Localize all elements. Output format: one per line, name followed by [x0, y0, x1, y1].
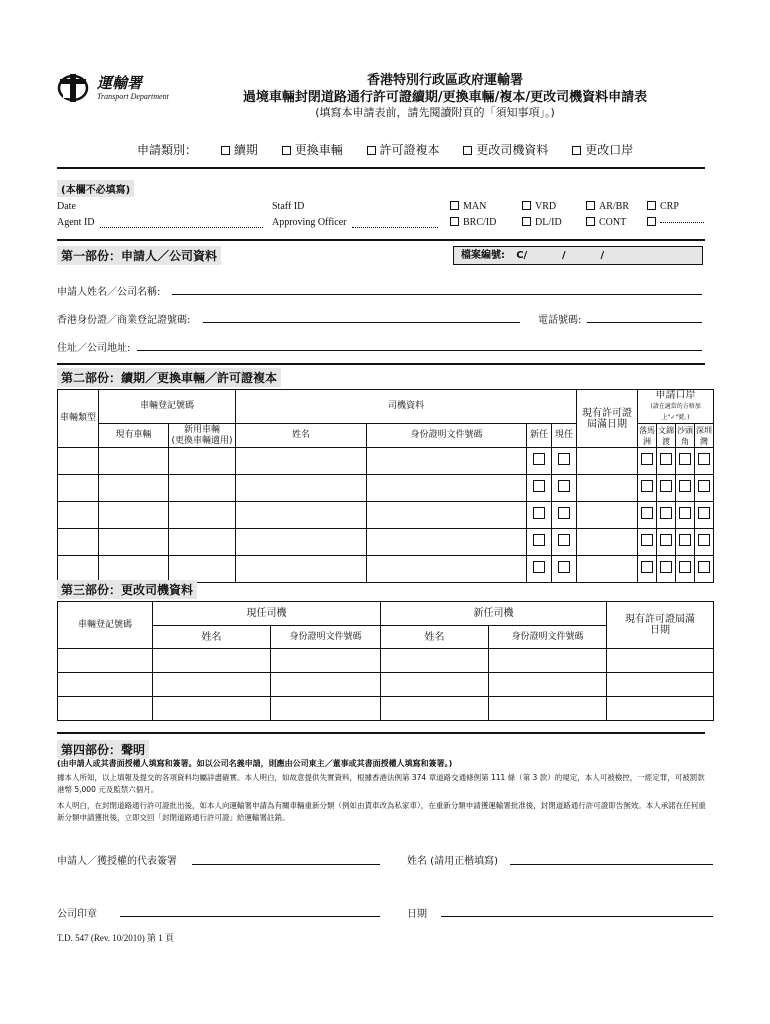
checkbox[interactable]	[679, 561, 691, 573]
checkbox-cell[interactable]	[552, 502, 577, 529]
form-title-main: 過境車輛封閉道路通行許可證續期/更換車輛/複本/更改司機資料申請表	[242, 90, 648, 105]
checkbox-cell[interactable]	[657, 556, 676, 583]
input-cell[interactable]	[58, 649, 153, 673]
input-cell[interactable]	[607, 673, 714, 697]
divider	[57, 167, 705, 169]
office-approving-officer-label: Approving Officer	[272, 217, 347, 228]
input-cell[interactable]	[607, 649, 714, 673]
checkbox[interactable]	[641, 507, 653, 519]
port-lok-ma-chau: 落馬洲	[639, 425, 656, 446]
man-checkbox[interactable]	[450, 201, 459, 210]
checkbox[interactable]	[641, 561, 653, 573]
input-cell[interactable]	[577, 556, 638, 583]
input-cell[interactable]	[367, 475, 527, 502]
input-cell[interactable]	[271, 673, 381, 697]
code-vrd[interactable]: VRD	[522, 199, 556, 215]
input-cell[interactable]	[153, 649, 271, 673]
input-cell[interactable]	[58, 673, 153, 697]
p3-new-id-header: 身份證明文件號碼	[489, 626, 607, 649]
input-cell[interactable]	[99, 529, 169, 556]
checkbox-cell[interactable]	[638, 556, 657, 583]
input-cell[interactable]	[153, 673, 271, 697]
input-cell[interactable]	[58, 448, 99, 475]
checkbox[interactable]	[558, 507, 570, 519]
checkbox-cell[interactable]	[676, 556, 695, 583]
ports-header: 申請口岸 (請在適當的方格加上"✓"號。)	[638, 390, 714, 424]
input-cell[interactable]	[577, 502, 638, 529]
vrd-checkbox[interactable]	[522, 201, 531, 210]
input-cell[interactable]	[236, 502, 367, 529]
checkbox[interactable]	[641, 453, 653, 465]
input-cell[interactable]	[236, 448, 367, 475]
checkbox-cell[interactable]	[657, 502, 676, 529]
new-driver-header: 新任	[527, 424, 552, 448]
table-row	[58, 529, 714, 556]
p3-expiry-header: 現有許可證屆滿日期	[607, 602, 714, 649]
application-type-label: 申請類別：	[137, 143, 198, 157]
checkbox-cell[interactable]	[676, 502, 695, 529]
p3-current-driver-header: 現任司機	[153, 602, 381, 626]
checkbox-cell[interactable]	[695, 475, 714, 502]
new-vehicle-header: 新用車輛 (更換車輛適用)	[169, 424, 236, 448]
checkbox-cell[interactable]	[638, 502, 657, 529]
part3-title: 第三部份：更改司機資料	[57, 580, 197, 599]
checkbox[interactable]	[533, 453, 545, 465]
code-brc-id[interactable]: BRC/ID	[450, 215, 496, 231]
date-label: 日期	[407, 909, 427, 920]
company-chop-field[interactable]	[120, 916, 380, 917]
divider	[57, 239, 705, 241]
checkbox[interactable]	[641, 480, 653, 492]
option-change-driver[interactable]: 更改司機資料	[463, 143, 548, 157]
checkbox-cell[interactable]	[695, 556, 714, 583]
checkbox-cell[interactable]	[676, 475, 695, 502]
p3-reg-no-header: 車輛登記號碼	[58, 602, 153, 649]
part2-title: 第二部份：續期／更換車輛／許可證複本	[57, 368, 281, 387]
checkbox[interactable]	[698, 507, 710, 519]
input-cell[interactable]	[381, 697, 489, 721]
office-agent-id-label: Agent ID	[57, 217, 95, 228]
divider	[57, 363, 705, 365]
file-number-value: C/ / /	[516, 250, 605, 261]
checkbox-cell[interactable]	[695, 448, 714, 475]
current-driver-header: 現任	[552, 424, 577, 448]
checkbox-cell[interactable]	[695, 502, 714, 529]
input-cell[interactable]	[99, 448, 169, 475]
code-man[interactable]: MAN	[450, 199, 486, 215]
file-number-box	[453, 246, 703, 265]
checkbox[interactable]	[698, 480, 710, 492]
part3-table	[57, 601, 714, 721]
driver-name-header: 姓名	[236, 424, 367, 448]
checkbox-cell[interactable]	[527, 556, 552, 583]
p3-current-id-header: 身份證明文件號碼	[271, 626, 381, 649]
form-footer: T.D. 547 (Rev. 10/2010) 第 1 頁	[57, 933, 174, 943]
existing-vehicle-header: 現有車輛	[99, 424, 169, 448]
checkbox[interactable]	[698, 561, 710, 573]
input-cell[interactable]	[381, 673, 489, 697]
phone-field[interactable]	[587, 322, 702, 323]
input-cell[interactable]	[489, 673, 607, 697]
input-cell[interactable]	[153, 697, 271, 721]
checkbox-cell[interactable]	[638, 475, 657, 502]
driver-id-header: 身份證明文件號碼	[367, 424, 527, 448]
name-block-field[interactable]	[510, 864, 713, 865]
id-number-field[interactable]	[203, 322, 520, 323]
table-row	[58, 673, 714, 697]
agent-id-field[interactable]	[100, 227, 263, 228]
port-sha-tau-kok: 沙頭角	[677, 425, 694, 446]
declaration-para-1: 據本人所知，以上填報及提交的各項資料均屬詳盡確實。本人明白，如故意提供失實資料，根據香港法例第 374 章道路交通條例第 111 條（第 3 款）的規定，本人可被檢控，一經定罪，可被罰款港幣 5,000 元及監禁六個月。	[57, 773, 705, 794]
checkbox[interactable]	[558, 534, 570, 546]
applicant-name-label: 申請人姓名／公司名稱:	[57, 287, 161, 298]
checkbox-cell[interactable]	[657, 475, 676, 502]
part2-table	[57, 389, 714, 583]
checkbox-cell[interactable]	[527, 448, 552, 475]
form-title-department: 香港特別行政區政府運輸署	[366, 73, 523, 88]
crp-checkbox[interactable]	[647, 201, 656, 210]
replace-vehicle-checkbox[interactable]	[282, 146, 291, 155]
port-shenzhen-bay: 深圳灣	[696, 425, 713, 446]
input-cell[interactable]	[58, 556, 99, 583]
brc-id-checkbox[interactable]	[450, 217, 459, 226]
signature-label: 申請人／獲授權的代表簽署	[57, 856, 177, 867]
other-code-checkbox[interactable]	[647, 217, 656, 226]
checkbox[interactable]	[679, 507, 691, 519]
option-renewal[interactable]: 續期	[221, 143, 258, 157]
input-cell[interactable]	[381, 649, 489, 673]
checkbox[interactable]	[660, 480, 672, 492]
checkbox[interactable]	[558, 561, 570, 573]
input-cell[interactable]	[169, 556, 236, 583]
applicant-name-field[interactable]	[172, 294, 702, 295]
input-cell[interactable]	[58, 697, 153, 721]
checkbox[interactable]	[679, 480, 691, 492]
table-row	[58, 448, 714, 475]
declaration-para-2: 本人明白，在封閉道路通行許可證批出後，如本人向運輸署申請為有關車輛重新分類（例如由貨車改為私家車），在重新分類申請獲運輸署批准後，封閉道路通行許可證即告無效。本人承諾在任何重新分類申請獲批後，立即交回「封閉道路通行許可證」給運輸署註銷。	[57, 801, 706, 822]
change-driver-checkbox[interactable]	[463, 146, 472, 155]
dl-id-checkbox[interactable]	[522, 217, 531, 226]
checkbox[interactable]	[533, 480, 545, 492]
option-replace-vehicle[interactable]: 更換車輛	[282, 143, 343, 157]
change-port-checkbox[interactable]	[572, 146, 581, 155]
input-cell[interactable]	[169, 502, 236, 529]
checkbox[interactable]	[558, 480, 570, 492]
input-cell[interactable]	[367, 502, 527, 529]
checkbox[interactable]	[533, 507, 545, 519]
input-cell[interactable]	[99, 502, 169, 529]
company-chop-label: 公司印章	[57, 909, 97, 920]
checkbox-cell[interactable]	[552, 475, 577, 502]
id-number-label: 香港身份證／商業登記證號碼:	[57, 315, 191, 326]
input-cell[interactable]	[236, 556, 367, 583]
input-cell[interactable]	[169, 475, 236, 502]
renewal-checkbox[interactable]	[221, 146, 230, 155]
checkbox[interactable]	[679, 534, 691, 546]
logo-en-text: Transport Department	[97, 92, 169, 101]
checkbox[interactable]	[558, 453, 570, 465]
checkbox-cell[interactable]	[676, 529, 695, 556]
cont-checkbox[interactable]	[586, 217, 595, 226]
input-cell[interactable]	[577, 475, 638, 502]
input-cell[interactable]	[367, 448, 527, 475]
input-cell[interactable]	[99, 475, 169, 502]
reg-no-header: 車輛登記號碼	[99, 390, 236, 424]
checkbox[interactable]	[698, 534, 710, 546]
table-row	[58, 697, 714, 721]
input-cell[interactable]	[489, 697, 607, 721]
address-field[interactable]	[137, 350, 702, 351]
office-date-label: Date	[57, 201, 76, 212]
input-cell[interactable]	[367, 529, 527, 556]
checkbox-cell[interactable]	[527, 475, 552, 502]
input-cell[interactable]	[99, 556, 169, 583]
signature-field[interactable]	[192, 864, 380, 865]
input-cell[interactable]	[271, 697, 381, 721]
input-cell[interactable]	[577, 448, 638, 475]
code-ar-br[interactable]: AR/BR	[586, 199, 629, 215]
checkbox[interactable]	[660, 561, 672, 573]
checkbox-cell[interactable]	[527, 502, 552, 529]
date-field[interactable]	[441, 916, 713, 917]
checkbox[interactable]	[533, 534, 545, 546]
checkbox-cell[interactable]	[657, 448, 676, 475]
option-duplicate-permit[interactable]: 許可證複本	[367, 143, 440, 157]
code-cont[interactable]: CONT	[586, 215, 626, 231]
driver-info-header: 司機資料	[236, 390, 577, 424]
input-cell[interactable]	[58, 529, 99, 556]
checkbox[interactable]	[660, 453, 672, 465]
checkbox-cell[interactable]	[676, 448, 695, 475]
ports-note: (請在適當的方格加上"✓"號。)	[650, 403, 701, 421]
code-crp[interactable]: CRP	[647, 199, 679, 215]
checkbox[interactable]	[641, 534, 653, 546]
input-cell[interactable]	[271, 649, 381, 673]
duplicate-permit-checkbox[interactable]	[367, 146, 376, 155]
input-cell[interactable]	[236, 475, 367, 502]
approving-officer-field[interactable]	[352, 227, 438, 228]
checkbox-cell[interactable]	[638, 529, 657, 556]
option-change-port[interactable]: 更改口岸	[572, 143, 633, 157]
input-cell[interactable]	[58, 475, 99, 502]
checkbox-cell[interactable]	[552, 529, 577, 556]
input-cell[interactable]	[367, 556, 527, 583]
checkbox-cell[interactable]	[552, 448, 577, 475]
checkbox-cell[interactable]	[552, 556, 577, 583]
checkbox[interactable]	[533, 561, 545, 573]
port-man-kam-to: 文錦渡	[658, 425, 675, 446]
code-other[interactable]	[647, 215, 704, 231]
checkbox[interactable]	[660, 534, 672, 546]
file-number-label: 檔案編號:	[461, 250, 505, 261]
divider	[57, 732, 705, 734]
ar-br-checkbox[interactable]	[586, 201, 595, 210]
input-cell[interactable]	[607, 697, 714, 721]
table-row	[58, 649, 714, 673]
p3-new-name-header: 姓名	[381, 626, 489, 649]
input-cell[interactable]	[169, 448, 236, 475]
table-row	[58, 502, 714, 529]
logo-cn-text: 運輸署	[97, 74, 143, 92]
application-type-row	[137, 141, 633, 158]
input-cell[interactable]	[58, 502, 99, 529]
p3-current-name-header: 姓名	[153, 626, 271, 649]
checkbox[interactable]	[679, 453, 691, 465]
address-label: 住址／公司地址:	[57, 343, 131, 354]
part4-title: 第四部份：聲明	[57, 740, 149, 759]
table-row	[58, 475, 714, 502]
phone-label: 電話號碼:	[538, 315, 582, 326]
vehicle-class-header: 車輛類型	[58, 390, 99, 448]
office-use-title: (本欄不必填寫)	[57, 180, 134, 197]
input-cell[interactable]	[169, 529, 236, 556]
office-staff-id-label: Staff ID	[272, 201, 305, 212]
checkbox[interactable]	[660, 507, 672, 519]
table-row	[58, 556, 714, 583]
p3-new-driver-header: 新任司機	[381, 602, 607, 626]
name-block-label: 姓名 (請用正楷填寫)	[407, 856, 498, 867]
checkbox-cell[interactable]	[695, 529, 714, 556]
expiry-header: 現有許可證屆滿日期	[577, 390, 638, 448]
form-title-note: (填寫本申請表前，請先閱讀附頁的「須知事項」。)	[315, 106, 555, 119]
checkbox-cell[interactable]	[638, 448, 657, 475]
input-cell[interactable]	[577, 529, 638, 556]
checkbox-cell[interactable]	[527, 529, 552, 556]
input-cell[interactable]	[489, 649, 607, 673]
input-cell[interactable]	[236, 529, 367, 556]
part1-title: 第一部份：申請人／公司資料	[57, 246, 221, 265]
checkbox[interactable]	[698, 453, 710, 465]
part4-subtitle: (由申請人或其書面授權人填寫和簽署。如以公司名義申請，則應由公司東主／董事或其書面授權人填寫和簽署。)	[57, 759, 453, 768]
code-dl-id[interactable]: DL/ID	[522, 215, 562, 231]
checkbox-cell[interactable]	[657, 529, 676, 556]
